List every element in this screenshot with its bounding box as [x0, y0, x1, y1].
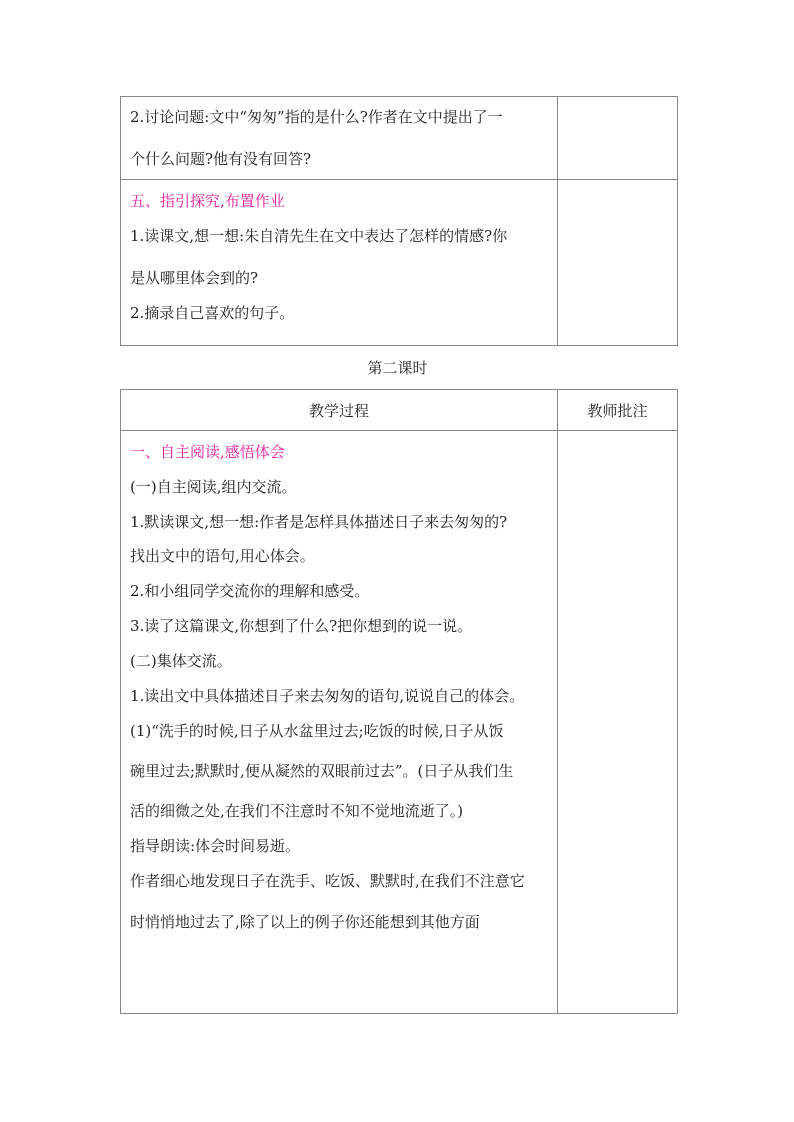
text-line: 碗里过去;默默时,便从凝然的双眼前过去”。(日子从我们生	[130, 762, 514, 780]
header-teacher-notes: 教师批注	[558, 390, 678, 431]
section-heading: 五、指引探究,布置作业	[130, 192, 285, 210]
text-line: 3.读了这篇课文,你想到了什么?把你想到的说一说。	[130, 617, 473, 635]
section-heading: 一、自主阅读,感悟体会	[130, 443, 285, 461]
discussion-cell	[121, 97, 558, 180]
text-line: 作者细心地发现日子在洗手、吃饭、默默时,在我们不注意它	[130, 872, 525, 890]
text-line: 1.默读课文,想一想:作者是怎样具体描述日子来去匆匆的?	[130, 513, 508, 531]
text-line: (一)自主阅读,组内交流。	[130, 478, 297, 496]
text-line: 找出文中的语句,用心体会。	[130, 547, 315, 565]
lesson-table-second-period	[120, 389, 678, 1014]
text-line: (1)“洗手的时候,日子从水盆里过去;吃饭的时候,日子从饭	[130, 722, 504, 740]
text-line: 个什么问题?他有没有回答?	[130, 150, 312, 168]
text-line: 时悄悄地过去了,除了以上的例子你还能想到其他方面	[130, 913, 480, 931]
homework-cell	[121, 180, 558, 346]
text-line: 2.摘录自己喜欢的句子。	[130, 304, 295, 322]
text-line: (二)集体交流。	[130, 652, 232, 670]
text-line: 2.和小组同学交流你的理解和感受。	[130, 582, 370, 600]
text-line: 2.讨论问题:文中“匆匆”指的是什么?作者在文中提出了一	[130, 108, 503, 126]
lesson-period-title: 第二课时	[367, 359, 428, 377]
text-line: 指导朗读:体会时间易逝。	[130, 837, 301, 855]
text-line: 活的细微之处,在我们不注意时不知不觉地流逝了。)	[130, 802, 464, 820]
lesson-table-continued	[120, 96, 678, 346]
teacher-notes-cell	[558, 97, 678, 180]
teacher-notes-cell	[558, 431, 678, 1014]
text-line: 是从哪里体会到的?	[130, 269, 259, 287]
text-line: 1.读课文,想一想:朱自清先生在文中表达了怎样的情感?你	[130, 227, 508, 245]
teacher-notes-cell	[558, 180, 678, 346]
header-teaching-process: 教学过程	[121, 390, 558, 431]
text-line: 1.读出文中具体描述日子来去匆匆的语句,说说自己的体会。	[130, 687, 525, 705]
process-cell	[121, 431, 558, 1014]
